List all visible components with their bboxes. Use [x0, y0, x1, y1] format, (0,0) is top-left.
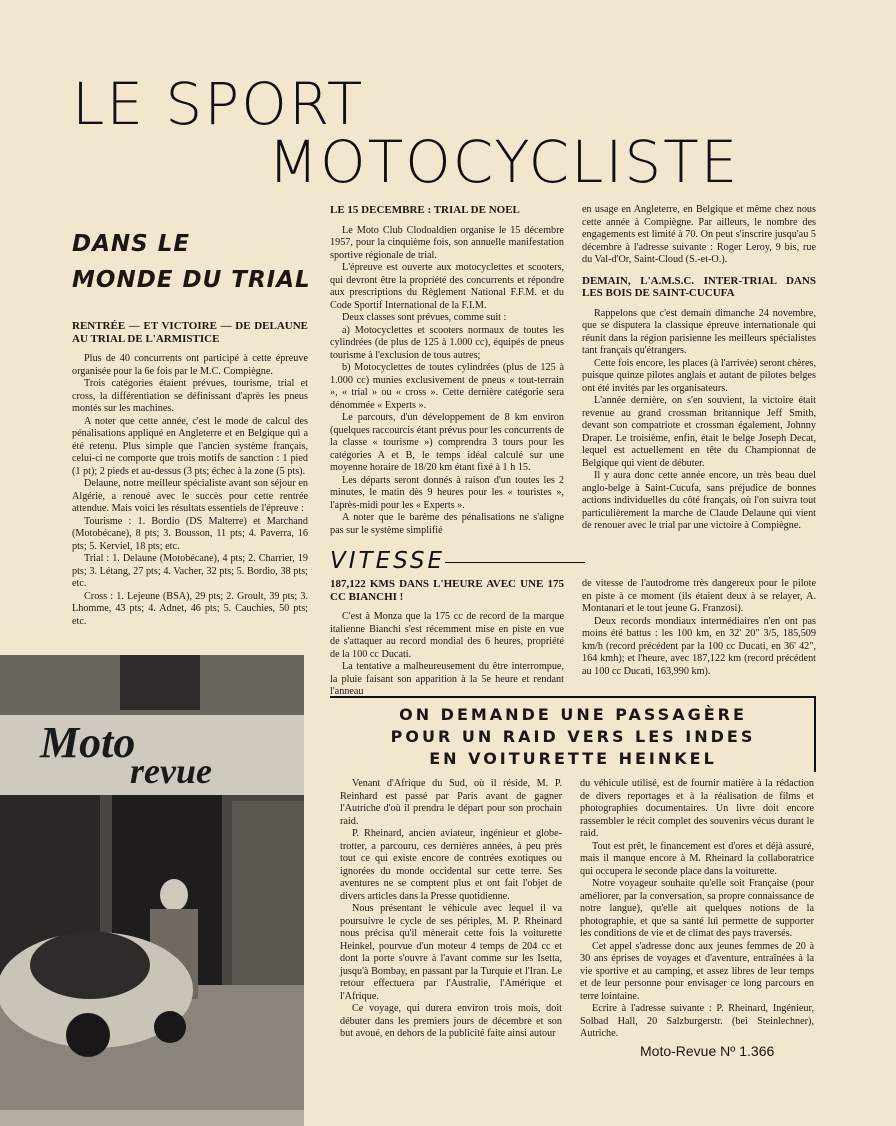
- shop-sign-line1: Moto: [40, 718, 136, 767]
- vitesse-headline: 187,122 KMS DANS L'HEURE AVEC UNE 175 CC BIANCHI !: [330, 578, 564, 603]
- heinkel-paragraph: Nous présentant le véhicule avec lequel il va poursuivre le cycle de ses périples, M. P. Rheinard nous précisa qu'il mènerait cette fois la voiturette Heinkel, pourvue d'un moteur 4 temps de 204 cc et dont la porte s'ouvre à l'avant comme sur les Isetta, jusqu'à Bombay, en passant par la Turquie et l'Iran. Le retour effectuera par l'Australie, l'Amérique et l'Afrique.: [340, 903, 562, 1002]
- heinkel-paragraph: P. Rheinard, ancien aviateur, ingénieur et globe-trotter, a parcouru, ces dernières années, à peu près tout ce qui existe encore de contrées exotiques ou ignorées du monde occidental sur cette terre. Ses aventures ne se comptent plus et ont fait l'objet de divers articles dans la Presse quotidienne.: [340, 828, 562, 902]
- trial-section-title-line2: MONDE DU TRIAL: [72, 267, 311, 293]
- heinkel-paragraph: Cet appel s'adresse donc aux jeunes femmes de 20 à 30 ans éprises de voyages et d'aventure, entraînées à la vie sportive et au camping, et assez libres de leur temps et de leur personne pour envisager ce long parcours en terre lointaine.: [580, 940, 814, 1002]
- vitesse-paragraph: La tentative a malheureusement du être interrompue, la pluie faisant son apparition à la 5e heure et rendant l'anneau: [330, 661, 564, 697]
- trial-paragraph: Trois catégories étaient prévues, tourisme, trial et cross, la différentiation se définissant d'après les pneus montés sur les machines.: [72, 378, 308, 414]
- noel-paragraph: L'épreuve est ouverte aux motocyclettes et scooters, qui devront être la propriété des concurrents et répondre aux prescriptions du Règlement National F.F.M. et du Code Sportif International de la F.I.M.: [330, 262, 564, 311]
- noel-paragraph: Les départs seront donnés à raison d'un toutes les 2 minutes, le matin dès 9 heures pour les « touristes », l'après-midi pour les « Experts ».: [330, 474, 564, 511]
- noel-paragraph: b) Motocyclettes de toutes cylindrées (plus de 125 à 1.000 cc) munies exclusivement de pneus « tout-terrain », « trial » ou « cross ». Cette dernière catégorie sera dénommée « Experts ».: [330, 362, 564, 411]
- trial-article: [72, 320, 308, 628]
- photo-illustration: [0, 655, 304, 1126]
- noel-paragraph: Le parcours, d'un développement de 8 km environ (quelques raccourcis étant prévus pour les concurrents de la classe « tourisme ») comprendra 3 tours pour les catégories A et B, le temps idéal calculé sur une moyenne horaire de 18/20 km étant fixé à 1 h 15.: [330, 412, 564, 473]
- heinkel-paragraph: Notre voyageur souhaite qu'elle soit Française (pour améliorer, par la conversation, sa propre connaissance de notre langue), qu'elle ait quelques notions de la photographie, et que sa santé lui permette de supporter les conditions de vie et de climat des pays traversés.: [580, 878, 814, 939]
- heinkel-headline-line2: POUR UN RAID VERS LES INDES: [390, 727, 756, 746]
- noel-headline: LE 15 DECEMBRE : TRIAL DE NOEL: [330, 204, 520, 216]
- heinkel-article-continued: [580, 778, 814, 1041]
- trial-headline: RENTRÉE — ET VICTOIRE — DE DELAUNE AU TRIAL DE L'ARMISTICE: [72, 320, 308, 345]
- vitesse-rule: [445, 562, 585, 563]
- noel-article: [330, 204, 564, 537]
- noel-continued: en usage en Angleterre, en Belgique et même chez nous cette année à Compiègne. Par ailleurs, le nombre des engagements est limité à 70. On peut s'inscrire jusqu'au 5 décembre à l'adresse suivante : Roger Leroy, 9 bis, rue du Val-d'Or, Saint-Cloud (S.-et-O.).: [582, 204, 816, 265]
- heinkel-headline-line3: EN VOITURETTE HEINKEL: [429, 749, 717, 768]
- noel-paragraph: A noter que le barème des pénalisations ne s'aligne pas sur le système simplifié: [330, 512, 564, 536]
- trial-paragraph: Plus de 40 concurrents ont participé à cette épreuve organisée pour la 6e fois par le M.C. Compiègne.: [72, 353, 308, 377]
- noel-paragraph: Le Moto Club Clodoaldien organise le 15 décembre 1957, pour la cinquième fois, son annuelle manifestation sportive régionale de trial.: [330, 224, 564, 261]
- vitesse-paragraph: Deux records mondiaux intermédiaires n'en ont pas moins été battus : les 100 km, en 32' 20" 3/5, 185,509 km/h (record précédent par la 100 cc Ducati, en 36' 42", 164 kmh); et l'heure, avec 187,122 km (record précédent au 100 cc Ducati, 163,990 km).: [582, 615, 816, 677]
- inter-trial-paragraph: Rappelons que c'est demain dimanche 24 novembre, que se disputera la classique épreuve internationale qui réunit dans la région parisienne les meilleurs spécialistes tant français qu'étrangers.: [582, 307, 816, 356]
- heinkel-paragraph: Ecrire à l'adresse suivante : P. Rheinard, Ingénieur, Solbad Hall, 20 Salzburgerstr. (bei Steinlechner), Autriche.: [580, 1003, 814, 1039]
- vitesse-article-continued: [582, 578, 816, 678]
- heinkel-headline: [330, 704, 816, 770]
- trial-results: Trial : 1. Delaune (Motobécane), 4 pts; 2. Charrier, 19 pts; 3. Létang, 27 pts; 4. Vacher, 32 pts; 5. Bordio, 38 pts; etc.: [72, 553, 308, 589]
- page-footer: Moto-Revue Nº 1.366: [640, 1043, 775, 1059]
- heinkel-paragraph: du véhicule utilisé, est de fournir matière à la rédaction de divers reportages et à la réalisation de films et photographies documentaires. Un livre doit encore rassembler le récit complet des souvenirs vécus durant le raid.: [580, 778, 814, 839]
- heinkel-paragraph: Tout est prêt, le financement est d'ores et déjà assuré, mais il manque encore à M. Rheinard la collaboratrice qui occupera le seconde place dans la voiturette.: [580, 840, 814, 877]
- heinkel-paragraph: Ce voyage, qui durera environ trois mois, doit débuter dans les premiers jours de décembre et son but avoué, en dehors de la publicité faite ainsi autour: [340, 1003, 562, 1039]
- heinkel-headline-line1: ON DEMANDE UNE PASSAGÈRE: [399, 705, 747, 724]
- vitesse-paragraph: C'est à Monza que la 175 cc de record de la marque italienne Bianchi s'est récemment mise en piste en vue de s'attaquer au record mondial des 6 heures, propriété de la 100 cc Ducati.: [330, 611, 564, 660]
- inter-trial-paragraph: Cette fois encore, les places (à l'arrivée) seront chères, puisque quinze pilotes anglais et autant de pilotes belges ont été invités par les organisateurs.: [582, 357, 816, 394]
- heinkel-photo: [0, 655, 304, 1126]
- page-title-line1: LE SPORT: [72, 70, 365, 138]
- heinkel-paragraph: Venant d'Afrique du Sud, où il réside, M. P. Reinhard est passé par Paris avant de gagner l'Autriche d'où il prendra le départ pour son prochain raid.: [340, 778, 562, 827]
- trial-results: Tourisme : 1. Bordio (DS Malterre) et Marchand (Motobécane), 8 pts; 3. Bousson, 11 pts; 4. Paverra, 16 pts; 5. Kerviel, 18 pts; etc.: [72, 515, 308, 552]
- inter-trial-paragraph: L'année dernière, on s'en souvient, la victoire était revenue au grand crossman britannique Jeff Smith, devant son compatriote et crossman également, Johnny Draper. Le troisième, enfin, était le belge Joseph Decat, lequel est actuellement en tête du Championnat de Belgique qui vient de débuter.: [582, 395, 816, 469]
- heinkel-article: [340, 778, 562, 1041]
- noel-paragraph: a) Motocyclettes et scooters normaux de toutes les cylindrées (de plus de 125 à 1.000 cc), équipés de pneus tourisme à l'exclusion de tous autres;: [330, 324, 564, 361]
- page-title-line2: MOTOCYCLISTE: [268, 128, 740, 196]
- inter-trial-headline: DEMAIN, L'A.M.S.C. INTER-TRIAL DANS LES BOIS DE SAINT-CUCUFA: [582, 274, 816, 299]
- inter-trial-paragraph: Il y aura donc cette année encore, un très beau duel anglo-belge à Saint-Cucufa, sans préjudice de bonnes actions individuelles du côté français, où l'on suivra tout particulièrement la marche de Claude Delaune qui vient de renouer avec le trial par une victoire à Compiègne.: [582, 470, 816, 531]
- shop-sign-line2: revue: [130, 751, 212, 791]
- trial-section-title: [72, 226, 311, 298]
- trial-paragraph: Delaune, notre meilleur spécialiste avant son séjour en Algérie, a renoué avec le succès pour cette rentrée attendue. Mais voici les résultats essentiels de l'épreuve :: [72, 478, 308, 514]
- trial-results: Cross : 1. Lejeune (BSA), 29 pts; 2. Groult, 39 pts; 3. Lhomme, 43 pts; 4. Adnet, 46 pts; 5. Cauchies, 50 pts; etc.: [72, 590, 308, 627]
- vitesse-title: VITESSE: [330, 548, 446, 574]
- inter-trial-article: [582, 204, 816, 533]
- trial-section-title-line1: DANS LE: [72, 231, 191, 257]
- noel-paragraph: Deux classes sont prévues, comme suit :: [342, 312, 507, 323]
- vitesse-paragraph: de vitesse de l'autodrome très dangereux pour le pilote en piste à ce moment (ils étaient deux à se relayer, A. Montanari et le tout jeune G. Franzosi).: [582, 578, 816, 614]
- vitesse-article: [330, 578, 564, 699]
- trial-paragraph: A noter que cette année, c'est le mode de calcul des pénalisations appliqué en Angleterre et en Belgique qui a été retenu. Plus simple que l'ancien système français, celui-ci ne comporte que trois motifs de sanction : 1 pied (1 pt); 2 pieds et au-dessus (3 pts; échec à la zone (5 pts).: [72, 415, 308, 477]
